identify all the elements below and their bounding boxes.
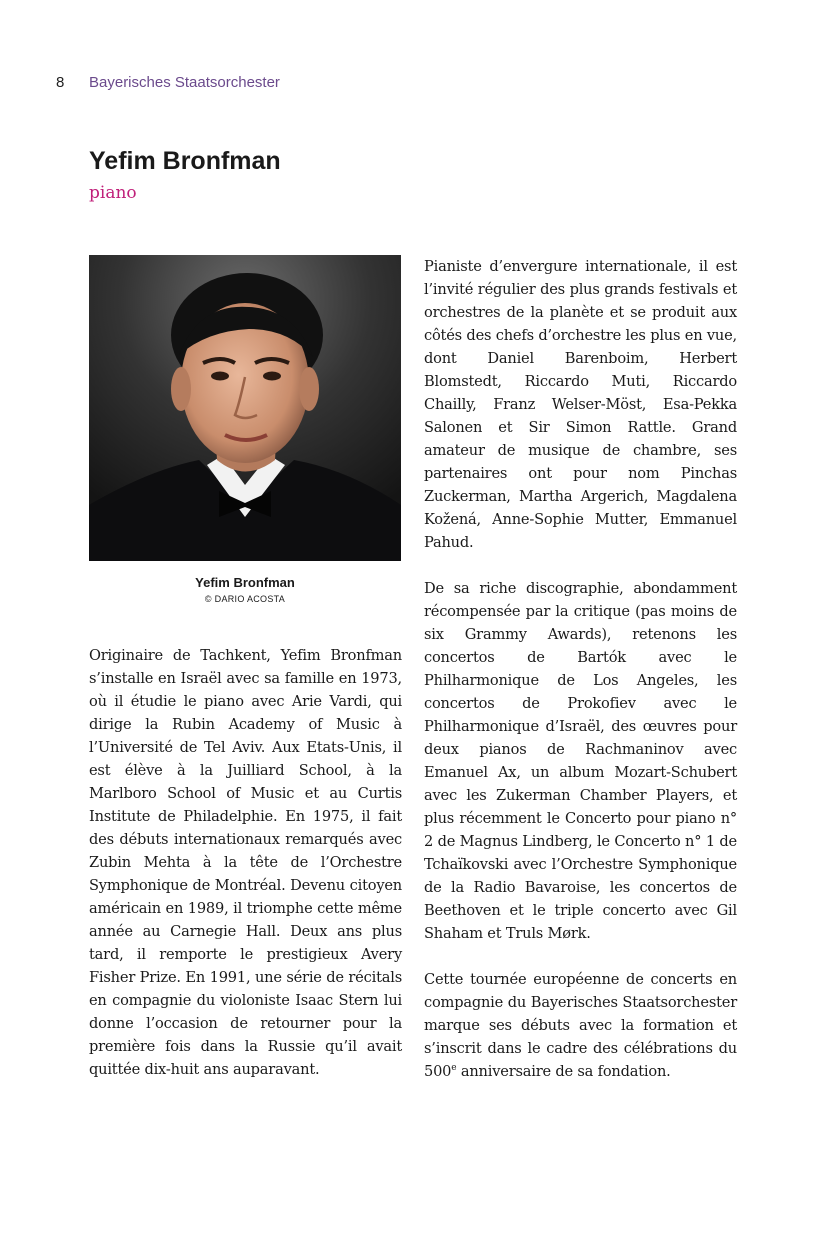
closing-text: Cette tournée européenne de concerts en compagnie du Bayerisches Staatsorchester marque ses débuts avec la formation et s’inscrit dans le cadre des célébrations du 500 xyxy=(424,971,737,1080)
biography-right-column xyxy=(424,255,737,1106)
photo-credit: © DARIO ACOSTA xyxy=(204,594,286,604)
photo-caption-name: Yefim Bronfman xyxy=(195,575,295,590)
biography-paragraph: De sa riche discographie, abondamment récompensée par la critique (pas moins de six Grammy Awards), retenons les concertos de Bartók avec le Philharmonique de Los Angeles, les concertos de Prokofiev avec le Philharmonique d’Israël, des œuvres pour deux pianos de Rachmaninov avec Emanuel Ax, un album Mozart-Schubert avec les Zukerman Chamber Players, et plus récemment le Concerto pour piano n° 2 de Magnus Lindberg, le Concerto n° 1 de Tchaïkovski avec l’Orchestre Symphonique de la Radio Bavaroise, les concertos de Beethoven et le triple concerto avec Gil Shaham et Truls Mørk. xyxy=(424,580,737,942)
biography-paragraph: Pianiste d’envergure internationale, il est l’invité régulier des plus grands festivals et orchestres de la planète et se produit aux côtés des chefs d’orchestre les plus en vue, dont Daniel Barenboim, Herbert Blomstedt, Riccardo Muti, Riccardo Chailly, Franz Welser-Möst, Esa-Pekka Salonen et Sir Simon Rattle. Grand amateur de musique de chambre, ses partenaires ont pour nom Pinchas Zuckerman, Martha Argerich, Magdalena Kožená, Anne-Sophie Mutter, Emmanuel Pahud. xyxy=(424,258,737,551)
ordinal-superscript: e xyxy=(451,1063,457,1074)
biography-left-column xyxy=(89,644,402,1104)
page-number: 8 xyxy=(56,74,65,91)
artist-instrument: piano xyxy=(89,183,137,203)
artist-name: Yefim Bronfman xyxy=(89,147,281,175)
running-header: Bayerisches Staatsorchester xyxy=(89,74,280,91)
portrait-illustration xyxy=(89,255,401,561)
closing-paragraph xyxy=(424,968,737,1083)
closing-text-end: anniversaire de sa fondation. xyxy=(456,1063,671,1080)
biography-paragraph: Originaire de Tachkent, Yefim Bronfman s’installe en Israël avec sa famille en 1973, où il étudie le piano avec Arie Vardi, qui dirige la Rubin Academy of Music à l’Université de Tel Aviv. Aux Etats-Unis, il est élève à la Juilliard School, à la Marlboro School of Music et au Curtis Institute de Philadelphie. En 1975, il fait des débuts internationaux remarqués avec Zubin Mehta à la tête de l’Orchestre Symphonique de Montréal. Devenu citoyen américain en 1989, il triomphe cette même année au Carnegie Hall. Deux ans plus tard, il remporte le prestigieux Avery Fisher Prize. En 1991, une série de récitals en compagnie du violoniste Isaac Stern lui donne l’occasion de retourner pour la première fois dans la Russie qu’il avait quittée dix-huit ans auparavant. xyxy=(89,647,402,1078)
artist-portrait-photo xyxy=(89,255,401,561)
